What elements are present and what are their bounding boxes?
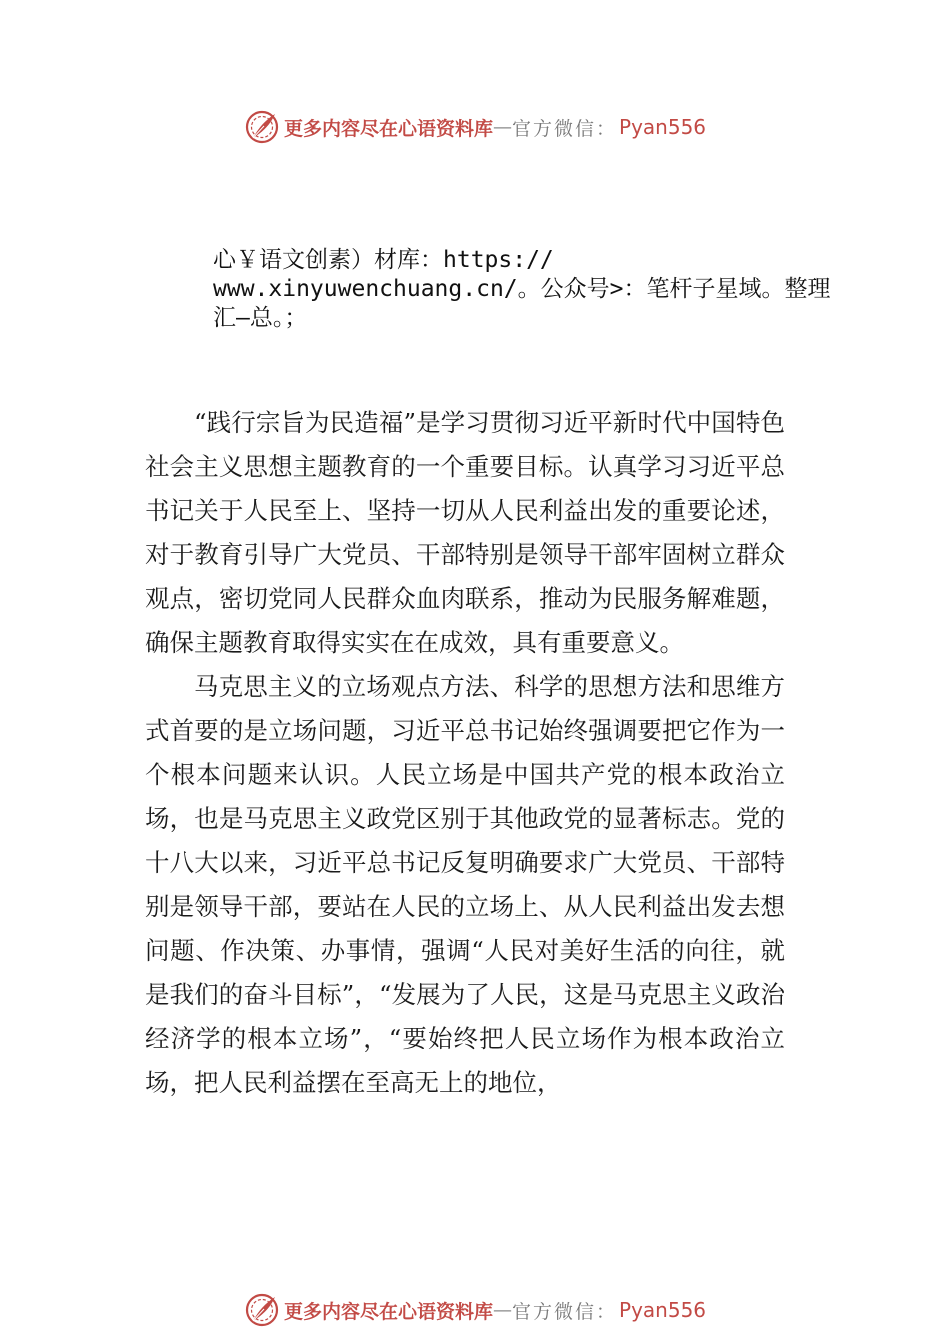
watermark-title: 更多内容尽在心语资料库 [284,1300,494,1323]
watermark-wechat-id: Pyan556 [619,1298,707,1322]
source-note-line: 汇—总。； [213,305,308,331]
quill-pen-logo-icon [244,1292,280,1328]
watermark-label: 官方微信： [512,117,618,140]
watermark-label: 官方微信： [512,1300,618,1323]
body-paragraph: 马克思主义的立场观点方法、科学的思想方法和思维方式首要的是立场问题，习近平总书记始终强调要把它作为一个根本问题来认识。人民立场是中国共产党的根本政治立场，也是马克思主义政党区别于其他政党的显著标志。党的十八大以来，习近平总书记反复明确要求广大党员、干部特别是领导干部，要站在人民的立场上、从人民利益出发去想问题、作决策、办事情，强调“人民对美好生活的向往，就是我们的奋斗目标”，“发展为了人民，这是马克思主义政治经济学的根本立场”，“要始终把人民立场作为根本政治立场，把人民利益摆在至高无上的地位， [145,672,785,1097]
watermark-title: 更多内容尽在心语资料库 [284,117,494,140]
header-watermark [244,107,706,147]
watermark-wechat-id: Pyan556 [619,115,707,139]
watermark-dash: — [493,1299,513,1321]
quill-pen-logo-icon [244,109,280,145]
source-note [213,246,863,333]
body-paragraph: “践行宗旨为民造福”是学习贯彻习近平新时代中国特色社会主义思想主题教育的一个重要目标。认真学习习近平总书记关于人民至上、坚持一切从人民利益出发的重要论述，对于教育引导广大党员、干部特别是领导干部牢固树立群众观点，密切党同人民群众血肉联系，推动为民服务解难题，确保主题教育取得实实在在成效，具有重要意义。 [145,408,785,657]
source-note-line: www.xinyuwenchuang.cn/。公众号>：笔杆子星域。整理 [213,276,831,302]
watermark-dash: — [493,116,513,138]
footer-watermark [244,1290,706,1330]
document-body [145,401,785,1105]
source-note-line: 心￥语文创素）材库：https:// [213,247,554,273]
